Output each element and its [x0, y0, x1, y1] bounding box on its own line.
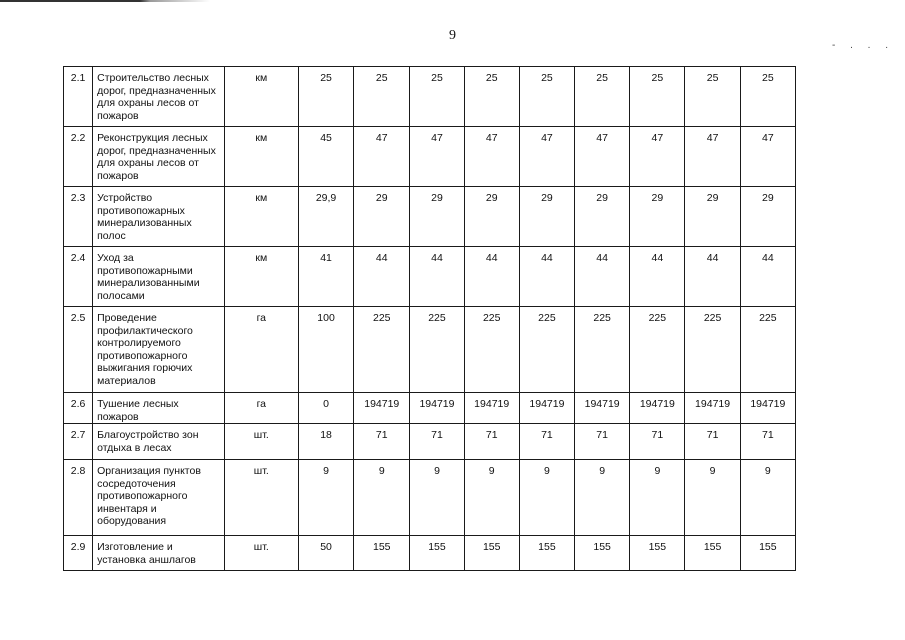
value-cell: 25	[410, 67, 464, 127]
value-cell: 225	[630, 307, 685, 393]
unit-cell: шт.	[224, 424, 298, 460]
value-cell: 29	[354, 187, 410, 247]
value-cell: 100	[298, 307, 353, 393]
value-cell: 29	[410, 187, 464, 247]
value-cell: 194719	[630, 393, 685, 424]
row-number-cell: 2.6	[64, 393, 93, 424]
value-cell: 45	[298, 127, 353, 187]
unit-cell: км	[224, 187, 298, 247]
value-cell: 44	[464, 247, 519, 307]
measure-name-cell: Строительство лесных дорог, предназначенных для охраны лесов от пожаров	[93, 67, 225, 127]
unit-cell: км	[224, 67, 298, 127]
row-number-cell: 2.3	[64, 187, 93, 247]
value-cell: 155	[519, 536, 574, 571]
measure-name-cell: Реконструкция лесных дорог, предназначенных для охраны лесов от пожаров	[93, 127, 225, 187]
value-cell: 225	[575, 307, 630, 393]
forest-fire-measures-table	[63, 66, 796, 571]
value-cell: 25	[740, 67, 795, 127]
value-cell: 47	[685, 127, 740, 187]
measure-name-cell: Изготовление и установка аншлагов	[93, 536, 225, 571]
row-number-cell: 2.2	[64, 127, 93, 187]
value-cell: 225	[354, 307, 410, 393]
value-cell: 47	[740, 127, 795, 187]
measure-name-cell: Благоустройство зон отдыха в лесах	[93, 424, 225, 460]
value-cell: 155	[575, 536, 630, 571]
value-cell: 47	[354, 127, 410, 187]
scan-edge-line	[0, 0, 210, 2]
value-cell: 29	[740, 187, 795, 247]
row-number-cell: 2.9	[64, 536, 93, 571]
value-cell: 9	[630, 460, 685, 536]
value-cell: 9	[298, 460, 353, 536]
value-cell: 25	[298, 67, 353, 127]
value-cell: 9	[464, 460, 519, 536]
value-cell: 25	[575, 67, 630, 127]
value-cell: 225	[464, 307, 519, 393]
value-cell: 194719	[519, 393, 574, 424]
row-number-cell: 2.8	[64, 460, 93, 536]
table-row	[64, 187, 796, 247]
value-cell: 71	[354, 424, 410, 460]
value-cell: 0	[298, 393, 353, 424]
value-cell: 44	[575, 247, 630, 307]
row-number-cell: 2.4	[64, 247, 93, 307]
row-number-cell: 2.1	[64, 67, 93, 127]
value-cell: 44	[685, 247, 740, 307]
value-cell: 155	[740, 536, 795, 571]
value-cell: 47	[575, 127, 630, 187]
value-cell: 71	[575, 424, 630, 460]
row-number-cell: 2.5	[64, 307, 93, 393]
value-cell: 41	[298, 247, 353, 307]
unit-cell: га	[224, 393, 298, 424]
table-row	[64, 424, 796, 460]
value-cell: 194719	[354, 393, 410, 424]
value-cell: 50	[298, 536, 353, 571]
value-cell: 25	[519, 67, 574, 127]
value-cell: 194719	[464, 393, 519, 424]
value-cell: 71	[685, 424, 740, 460]
value-cell: 225	[410, 307, 464, 393]
measure-name-cell: Проведение профилактического контролируемого противопожарного выжигания горючих материалов	[93, 307, 225, 393]
value-cell: 44	[410, 247, 464, 307]
value-cell: 29	[575, 187, 630, 247]
measure-name-cell: Организация пунктов сосредоточения противопожарного инвентаря и оборудования	[93, 460, 225, 536]
value-cell: 71	[630, 424, 685, 460]
table-row	[64, 393, 796, 424]
unit-cell: км	[224, 247, 298, 307]
value-cell: 44	[630, 247, 685, 307]
unit-cell: шт.	[224, 536, 298, 571]
value-cell: 194719	[685, 393, 740, 424]
value-cell: 194719	[410, 393, 464, 424]
value-cell: 44	[354, 247, 410, 307]
value-cell: 18	[298, 424, 353, 460]
value-cell: 225	[685, 307, 740, 393]
scan-corner-marks: - . . .	[832, 40, 894, 51]
table-row	[64, 307, 796, 393]
value-cell: 25	[630, 67, 685, 127]
value-cell: 71	[519, 424, 574, 460]
value-cell: 44	[740, 247, 795, 307]
value-cell: 29	[630, 187, 685, 247]
value-cell: 9	[519, 460, 574, 536]
value-cell: 47	[519, 127, 574, 187]
value-cell: 9	[685, 460, 740, 536]
measure-name-cell: Устройство противопожарных минерализованных полос	[93, 187, 225, 247]
value-cell: 9	[354, 460, 410, 536]
value-cell: 29	[685, 187, 740, 247]
measure-name-cell: Уход за противопожарными минерализованными полосами	[93, 247, 225, 307]
value-cell: 47	[630, 127, 685, 187]
row-number-cell: 2.7	[64, 424, 93, 460]
unit-cell: шт.	[224, 460, 298, 536]
value-cell: 71	[740, 424, 795, 460]
value-cell: 71	[464, 424, 519, 460]
value-cell: 194719	[740, 393, 795, 424]
table-row	[64, 67, 796, 127]
page-number: 9	[449, 28, 456, 43]
value-cell: 9	[575, 460, 630, 536]
table-row	[64, 247, 796, 307]
value-cell: 194719	[575, 393, 630, 424]
value-cell: 155	[354, 536, 410, 571]
table-row	[64, 127, 796, 187]
value-cell: 29,9	[298, 187, 353, 247]
table-row	[64, 460, 796, 536]
value-cell: 25	[685, 67, 740, 127]
value-cell: 155	[464, 536, 519, 571]
value-cell: 25	[354, 67, 410, 127]
value-cell: 25	[464, 67, 519, 127]
table-row	[64, 536, 796, 571]
value-cell: 155	[630, 536, 685, 571]
unit-cell: км	[224, 127, 298, 187]
value-cell: 9	[410, 460, 464, 536]
value-cell: 155	[685, 536, 740, 571]
value-cell: 44	[519, 247, 574, 307]
value-cell: 225	[740, 307, 795, 393]
value-cell: 29	[519, 187, 574, 247]
value-cell: 225	[519, 307, 574, 393]
value-cell: 47	[410, 127, 464, 187]
value-cell: 47	[464, 127, 519, 187]
value-cell: 155	[410, 536, 464, 571]
value-cell: 71	[410, 424, 464, 460]
measure-name-cell: Тушение лесных пожаров	[93, 393, 225, 424]
unit-cell: га	[224, 307, 298, 393]
value-cell: 29	[464, 187, 519, 247]
value-cell: 9	[740, 460, 795, 536]
